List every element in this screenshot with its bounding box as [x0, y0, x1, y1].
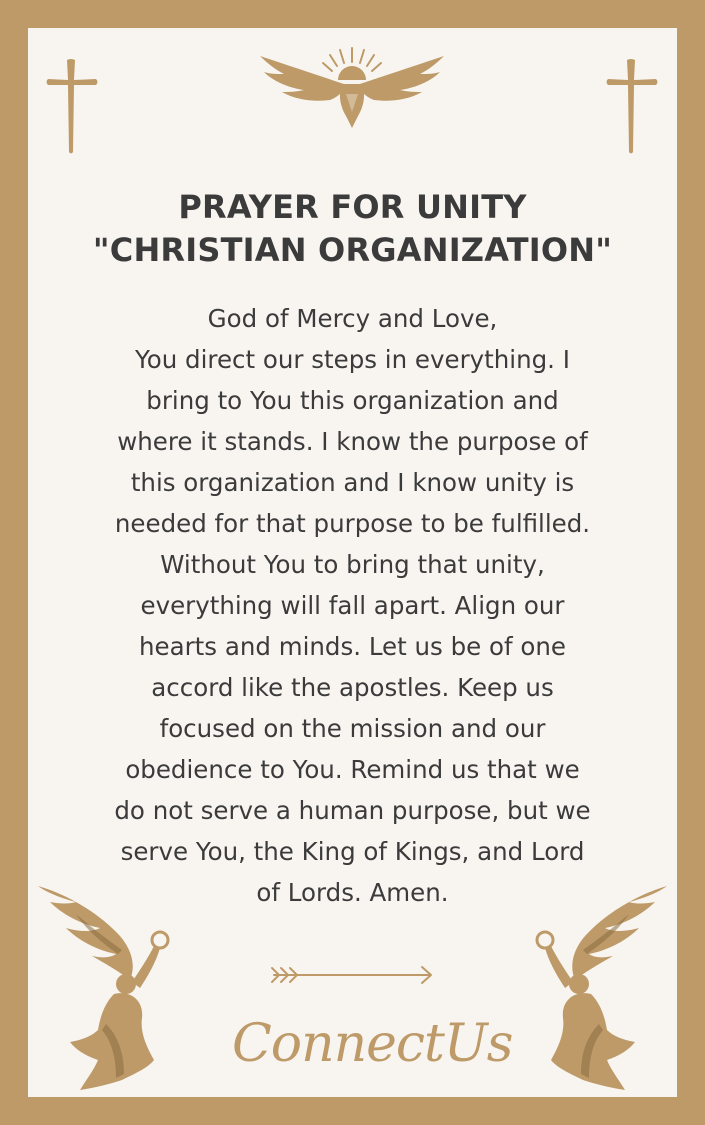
angel-with-wreath-icon — [36, 884, 184, 1094]
prayer-line: accord like the apostles. Keep us — [151, 673, 554, 702]
prayer-line: where it stands. I know the purpose of — [117, 427, 588, 456]
prayer-title — [0, 186, 705, 272]
prayer-line: serve You, the King of Kings, and Lord — [120, 837, 585, 866]
prayer-line: do not serve a human purpose, but we — [114, 796, 591, 825]
prayer-line: God of Mercy and Love, — [207, 304, 498, 333]
title-line-2: "CHRISTIAN ORGANIZATION" — [92, 231, 613, 269]
cross-icon — [44, 58, 100, 156]
angel-with-wreath-icon — [521, 884, 669, 1094]
prayer-line: obedience to You. Remind us that we — [125, 755, 580, 784]
prayer-line: You direct our steps in everything. I — [135, 345, 570, 374]
prayer-line: everything will fall apart. Align our — [140, 591, 565, 620]
arrow-icon — [268, 962, 436, 988]
prayer-line: focused on the mission and our — [159, 714, 546, 743]
prayer-line: this organization and I know unity is — [130, 468, 575, 497]
prayer-line: of Lords. Amen. — [256, 878, 449, 907]
prayer-line: needed for that purpose to be fulfilled. — [114, 509, 591, 538]
prayer-text — [52, 298, 653, 913]
prayer-line: bring to You this organization and — [146, 386, 559, 415]
prayer-line: Without You to bring that unity, — [160, 550, 545, 579]
cross-icon — [604, 58, 660, 156]
brand-logo: ConnectUs — [232, 1014, 513, 1074]
winged-sun-emblem-icon — [256, 44, 448, 130]
title-line-1: PRAYER FOR UNITY — [178, 188, 527, 226]
prayer-line: hearts and minds. Let us be of one — [139, 632, 566, 661]
